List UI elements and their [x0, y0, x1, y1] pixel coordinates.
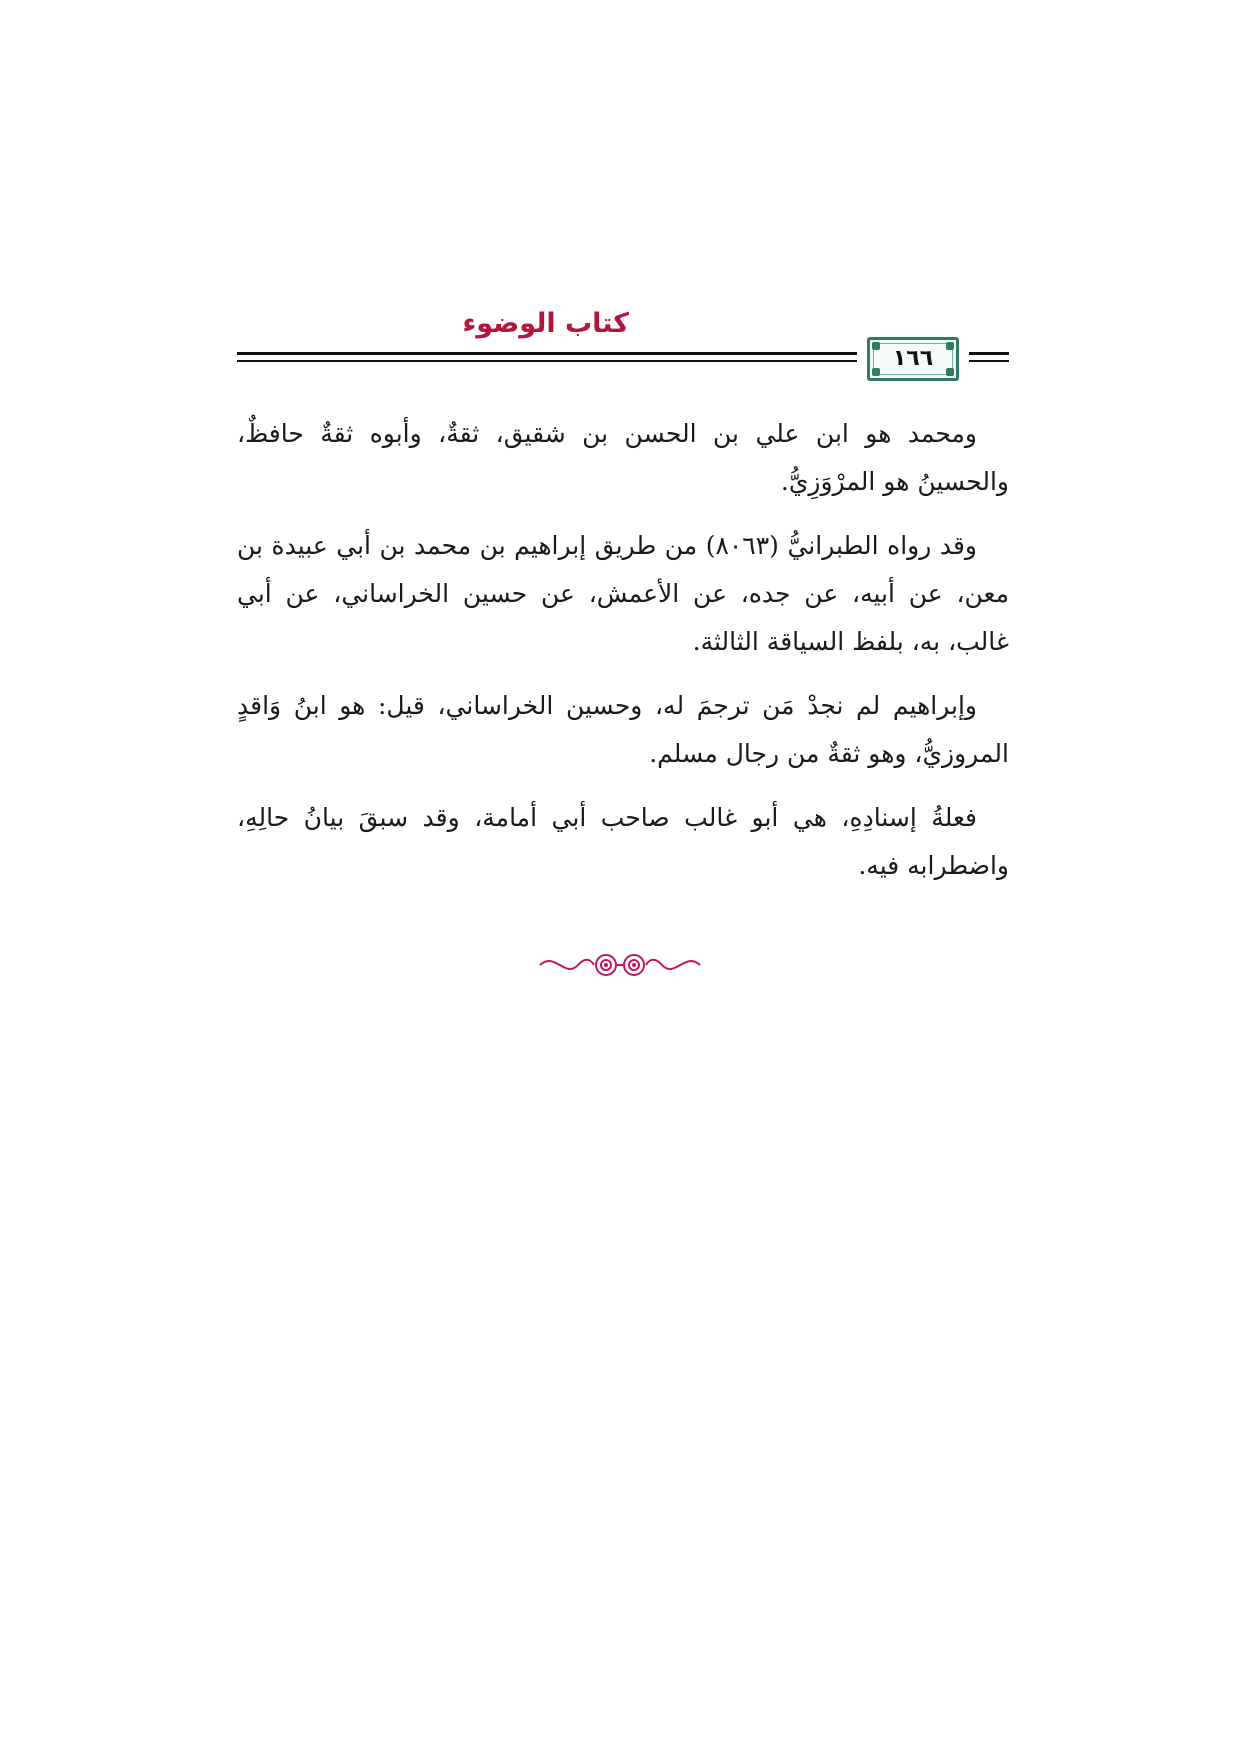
header-rule-right-top [969, 352, 1009, 355]
header-rule-top [237, 352, 857, 355]
paragraph: ومحمد هو ابن علي بن الحسن بن شقيق، ثقةٌ، وأبوه ثقةٌ حافظٌ، والحسينُ هو المرْوَزِيُّ. [237, 419, 1009, 496]
header-rule-bottom [237, 360, 857, 362]
book-title: كتاب الوضوء [462, 308, 629, 339]
badge-corner-ornament [946, 368, 954, 376]
section-end-ornament-icon [520, 945, 720, 985]
paragraph: وقد رواه الطبرانيُّ (٨٠٦٣) من طريق إبراهيم بن محمد بن أبي عبيدة بن معن، عن أبيه، عن جده، عن الأعمش، عن حسين الخراساني، عن أبي غالب، به، بلفظ السياقة الثالثة. [237, 531, 1009, 656]
paragraph: فعلةُ إسنادِهِ، هي أبو غالب صاحب أبي أمامة، وقد سبقَ بيانُ حالِهِ، واضطرابه فيه. [237, 803, 1009, 880]
badge-corner-ornament [946, 342, 954, 350]
page-number: ١٦٦ [892, 346, 934, 371]
page-header [237, 310, 1009, 390]
header-rule-right-bottom [969, 360, 1009, 362]
badge-corner-ornament [872, 368, 880, 376]
paragraph: وإبراهيم لم نجدْ مَن ترجمَ له، وحسين الخراساني، قيل: هو ابنُ وَاقدٍ المروزيُّ، وهو ثقةٌ من رجال مسلم. [237, 691, 1009, 768]
page-number-badge [867, 337, 959, 381]
page-body [237, 410, 1009, 906]
badge-corner-ornament [872, 342, 880, 350]
